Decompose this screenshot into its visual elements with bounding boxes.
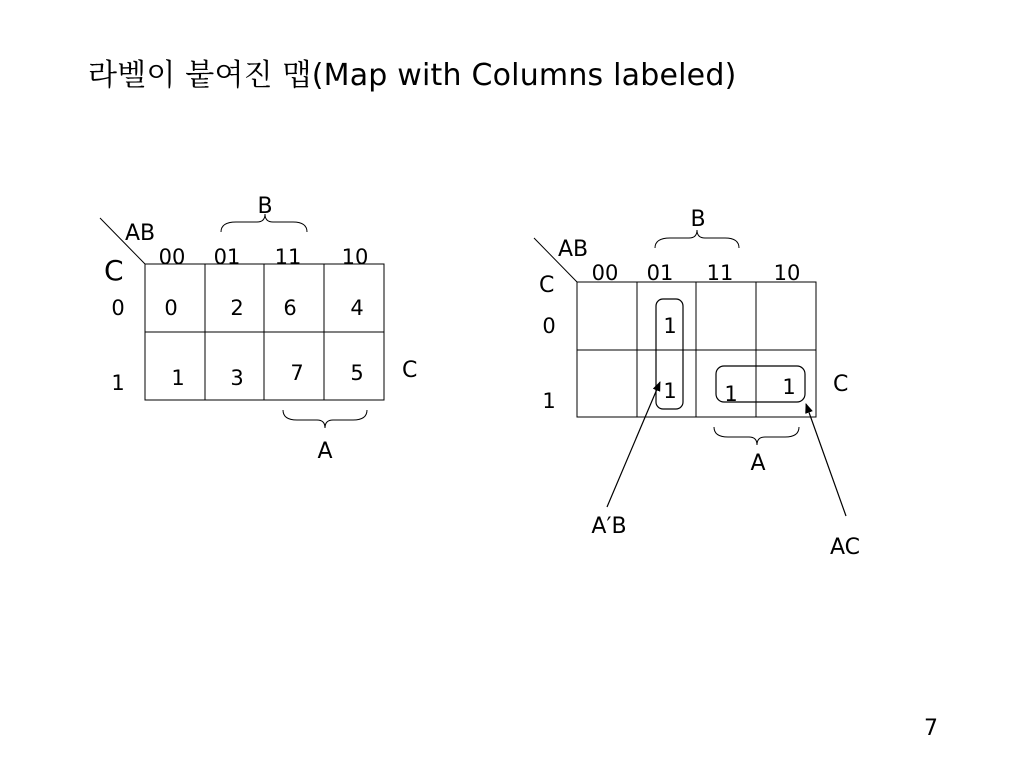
right-kmap-cell: 1 (663, 379, 677, 403)
left-kmap-right-label: C (402, 358, 418, 383)
left-kmap-cell: 7 (290, 361, 304, 385)
right-kmap-cell: 1 (782, 375, 796, 399)
left-kmap-column-header: 11 (274, 245, 302, 269)
left-kmap-cell: 3 (230, 366, 244, 390)
right-kmap-column-header: 11 (706, 261, 734, 285)
left-kmap-corner-row-label: C (104, 254, 124, 287)
right-kmap-right-label: C (833, 372, 849, 397)
right-kmap-bottom-brace-label: A (750, 451, 766, 476)
left-kmap (100, 194, 417, 464)
left-kmap-column-header: 10 (341, 245, 369, 269)
right-kmap-top-brace (655, 230, 739, 248)
left-kmap-cell: 1 (171, 366, 185, 390)
left-kmap-column-header: 01 (213, 245, 241, 269)
right-kmap-horizontal-group-arrow (806, 404, 846, 516)
right-kmap-corner-column-label: AB (558, 237, 589, 262)
right-kmap-horizontal-group-annotation: AC (829, 535, 861, 560)
left-kmap-corner-column-label: AB (125, 221, 156, 246)
left-kmap-column-header: 00 (158, 245, 186, 269)
left-kmap-top-brace-label: B (257, 194, 273, 219)
right-kmap-row-header: 0 (542, 314, 556, 338)
right-kmap-bottom-brace (714, 427, 799, 445)
left-kmap-cell: 0 (164, 296, 178, 320)
slide-title: 라벨이 붙여진 맵(Map with Columns labeled) (88, 58, 737, 93)
left-kmap-cell: 5 (350, 361, 364, 385)
right-kmap (534, 207, 860, 560)
left-kmap-row-header: 0 (111, 296, 125, 320)
right-kmap-grid (577, 282, 816, 417)
page-number: 7 (924, 716, 938, 741)
right-kmap-row-header: 1 (542, 389, 556, 413)
left-kmap-cell: 6 (283, 296, 297, 320)
left-kmap-row-header: 1 (111, 371, 125, 395)
right-kmap-top-brace-label: B (690, 207, 706, 232)
right-kmap-cell: 1 (724, 382, 738, 406)
right-kmap-column-header: 00 (591, 261, 619, 285)
right-kmap-vertical-group-arrow (607, 382, 660, 507)
right-kmap-corner-row-label: C (539, 273, 555, 298)
left-kmap-cell: 2 (230, 296, 244, 320)
left-kmap-bottom-brace-label: A (317, 439, 333, 464)
right-kmap-cell: 1 (663, 314, 677, 338)
left-kmap-cell: 4 (350, 296, 364, 320)
right-kmap-column-header: 10 (773, 261, 801, 285)
right-kmap-column-header: 01 (646, 261, 674, 285)
left-kmap-bottom-brace (283, 410, 367, 428)
right-kmap-vertical-group-annotation: A′B (591, 514, 627, 539)
